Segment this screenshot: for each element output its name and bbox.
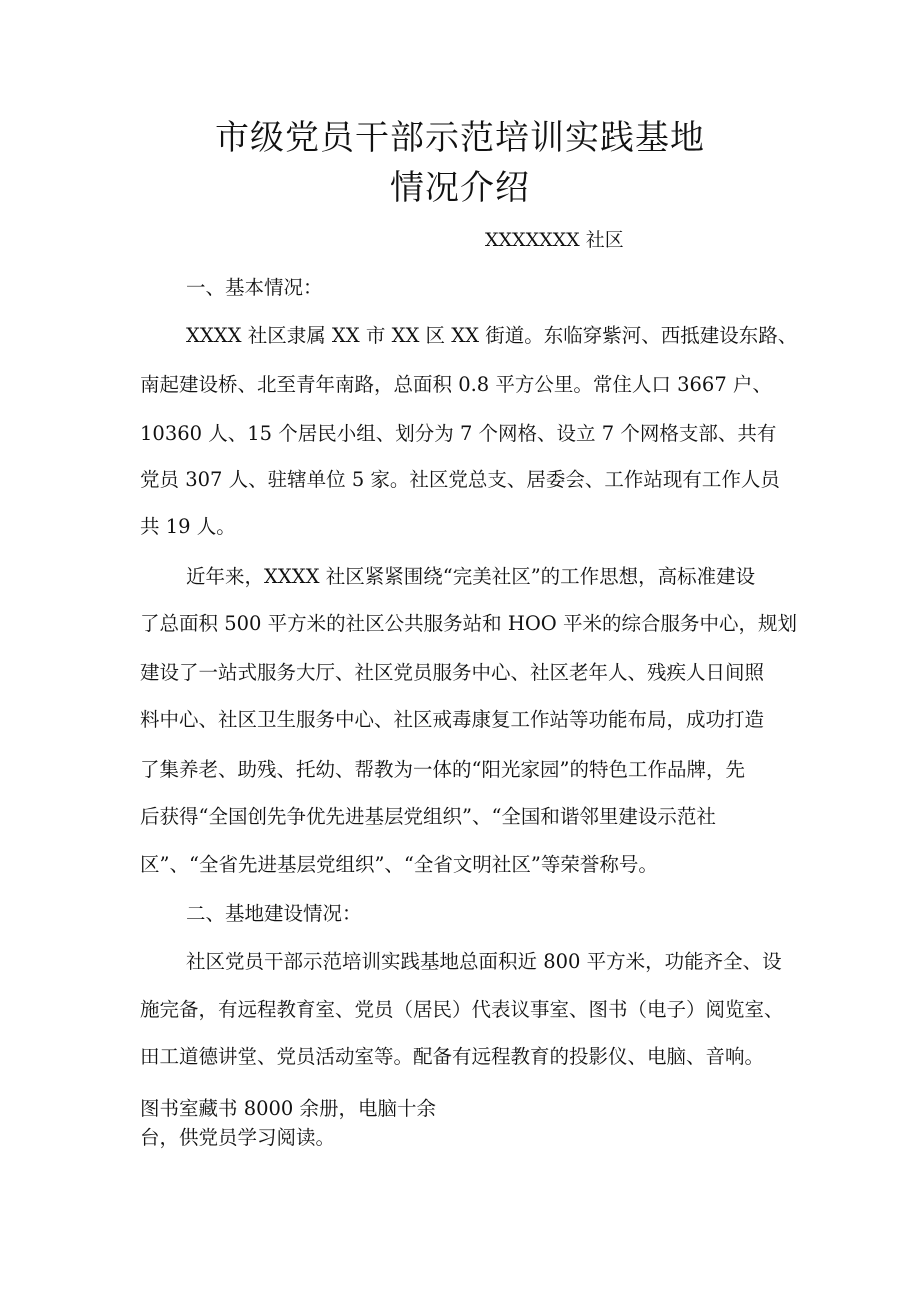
paragraph-line: 图书室藏书 8000 余册，电脑十余 bbox=[140, 1097, 437, 1120]
document-title-line-1: 市级党员干部示范培训实践基地 bbox=[215, 118, 705, 158]
paragraph-line: 建设了一站式服务大厅、社区党员服务中心、社区老年人、残疾人日间照 bbox=[140, 661, 765, 684]
paragraph-line: 南起建设桥、北至青年南路，总面积 0.8 平方公里。常住人口 3667 户、 bbox=[140, 373, 772, 396]
paragraph-line: 料中心、社区卫生服务中心、社区戒毒康复工作站等功能布局，成功打造 bbox=[140, 708, 765, 731]
paragraph-line: 了总面积 500 平方米的社区公共服务站和 HOO 平米的综合服务中心，规划 bbox=[140, 612, 797, 635]
paragraph-line: 10360 人、15 个居民小组、划分为 7 个网格、设立 7 个网格支部、共有 bbox=[140, 422, 777, 445]
paragraph-line: 共 19 人。 bbox=[140, 515, 236, 538]
paragraph-line: 社区党员干部示范培训实践基地总面积近 800 平方米，功能齐全、设 bbox=[186, 950, 782, 973]
paragraph-line: 田工道德讲堂、党员活动室等。配备有远程教育的投影仪、电脑、音响。 bbox=[140, 1045, 765, 1068]
paragraph-line: 施完备，有远程教育室、党员（居民）代表议事室、图书（电子）阅览室、 bbox=[140, 998, 784, 1021]
paragraph-line: XXXX 社区隶属 XX 市 XX 区 XX 街道。东临穿紫河、西抵建设东路、 bbox=[186, 324, 798, 347]
section-1-heading: 一、基本情况： bbox=[186, 276, 323, 299]
paragraph-line: 台，供党员学习阅读。 bbox=[140, 1126, 336, 1149]
document-author: XXXXXXX 社区 bbox=[485, 229, 624, 251]
paragraph-line: 了集养老、助残、托幼、帮教为一体的“阳光家园”的特色工作品牌，先 bbox=[140, 758, 745, 781]
section-2-heading: 二、基地建设情况： bbox=[186, 902, 362, 925]
paragraph-line: 后获得“全国创先争优先进基层党组织”、“全国和谐邻里建设示范社 bbox=[140, 805, 716, 828]
paragraph-line: 近年来，XXXX 社区紧紧围绕“完美社区”的工作思想，高标准建设 bbox=[186, 565, 756, 588]
paragraph-line: 党员 307 人、驻辖单位 5 家。社区党总支、居委会、工作站现有工作人员 bbox=[140, 468, 780, 491]
document-title-line-2: 情况介绍 bbox=[390, 168, 530, 208]
paragraph-line: 区”、“全省先进基层党组织”、“全省文明社区”等荣誉称号。 bbox=[140, 853, 658, 876]
